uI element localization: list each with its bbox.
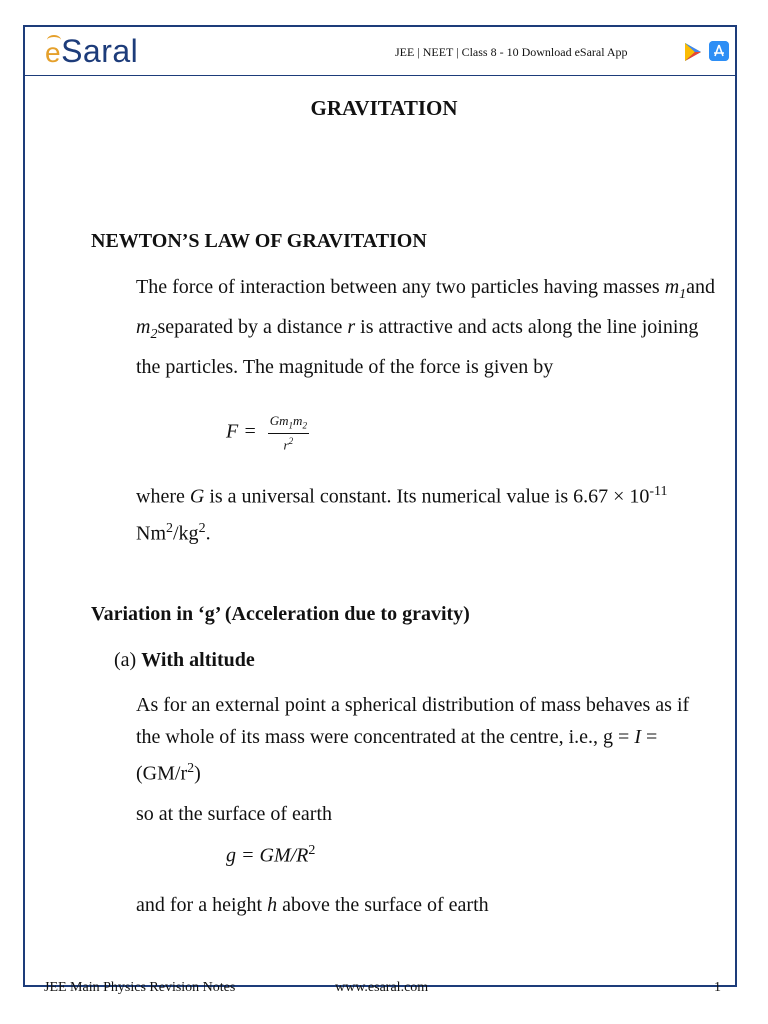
paragraph-external-point: As for an external point a spherical distribution of mass behaves as if the whole of its mass were concentrated at the centre, i.e., $g = I = (GM/r^2)$ [136, 694, 690, 785]
paragraph-gravitational-constant: where G is a universal constant. Its numerical value is $6.67 \times 10^{-11}$ $Nm^2/kg^2$. [136, 484, 668, 545]
google-play-icon[interactable] [685, 43, 701, 61]
subsection-heading-altitude: (a) With altitude [114, 649, 255, 671]
footer-left: JEE Main Physics Revision Notes [44, 980, 236, 995]
page-header [23, 25, 737, 75]
paragraph-height-above-surface: and for a height h above the surface of earth [136, 894, 489, 916]
app-store-icon[interactable] [709, 41, 729, 61]
header-tagline: JEE | NEET | Class 8 - 10 Download eSaral App [395, 45, 628, 59]
esaral-logo: eSaral [45, 33, 139, 69]
footer-page-number: 1 [714, 980, 721, 995]
header-divider [25, 75, 735, 76]
paragraph-force-definition: The force of interaction between any two particles having masses $m_1and$ $m_2separated$ by a distance r is attractive and acts along the line joining the particles. The magnitude of the force is given by [136, 276, 716, 378]
section-heading-variation-g: Variation in ‘g’ (Acceleration due to gravity) [91, 603, 470, 625]
section-heading-newtons-law: NEWTON’S LAW OF GRAVITATION [91, 230, 427, 252]
formula-g-surface: $g = GM/R^2$ [226, 843, 316, 867]
paragraph-surface-of-earth: so at the surface of earth [136, 803, 333, 825]
page-title: GRAVITATION [310, 96, 458, 120]
formula-gravitational-force: F = $\frac{Gm_1m_2}{r^2}$ [226, 413, 307, 452]
formula-fraction: $\frac{Gm_1m_2}{r^2}$ [269, 413, 307, 452]
footer-website-link[interactable]: www.esaral.com [335, 980, 429, 995]
